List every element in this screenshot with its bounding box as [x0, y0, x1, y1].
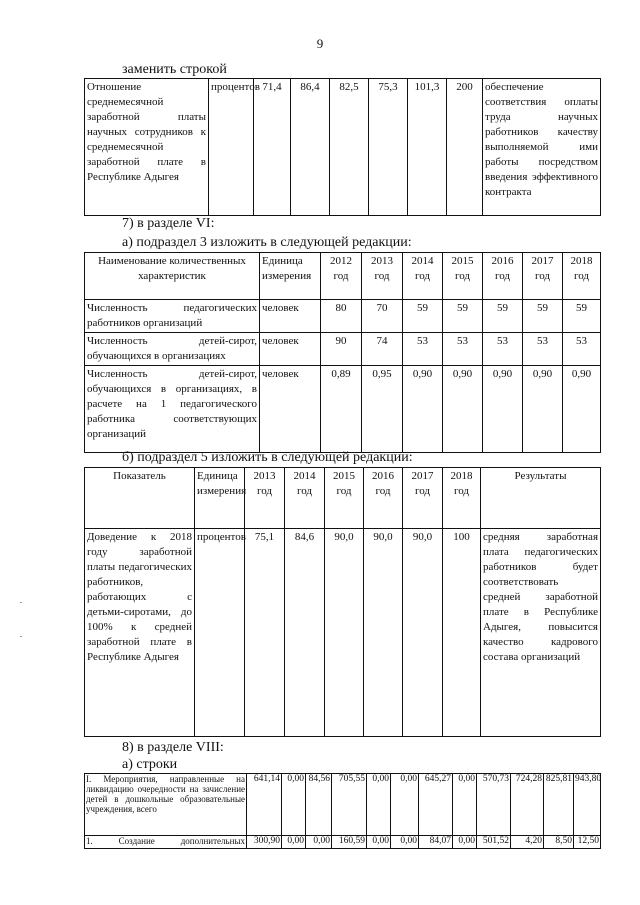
row-label: I. Мероприятия, направленные на ликвидацию очередности на зачисление детей в дошкольные образовательные учреждения, всего: [85, 774, 247, 836]
value-cell: 825,81: [544, 774, 574, 836]
value-cell: 0,00: [367, 774, 391, 836]
value-cell: 0,00: [367, 836, 391, 849]
rows-a-line: а) строки: [122, 757, 178, 772]
column-header: 2018 год: [563, 253, 601, 300]
column-header: 2012 год: [321, 253, 362, 300]
value-cell: 0,00: [453, 836, 477, 849]
column-header: 2016 год: [364, 468, 403, 529]
value-cell: 641,14: [247, 774, 282, 836]
value-cell: 0,00: [453, 774, 477, 836]
value-cell: 84,56: [306, 774, 332, 836]
value-cell: 570,73: [477, 774, 511, 836]
column-header: 2014 год: [403, 253, 443, 300]
value-cell: 0,90: [483, 366, 523, 453]
replace-row-line: заменить строкой: [122, 62, 227, 77]
value-cell: 75,3: [369, 79, 408, 216]
column-header: 2015 год: [443, 253, 483, 300]
value-cell: 75,1: [245, 529, 285, 737]
column-header: 2018 год: [443, 468, 481, 529]
column-header: 2016 год: [483, 253, 523, 300]
table-orphans-teachers-salary: [84, 467, 601, 737]
column-header: 2015 год: [325, 468, 364, 529]
value-cell: 4,20: [511, 836, 544, 849]
row-label: Численность педагогических работников организаций: [85, 300, 260, 333]
indicator-label: Отношение среднемесячной заработной платы научных сотрудников к среднемесячной заработной плате в Республике Адыгея: [85, 79, 209, 216]
value-cell: 84,07: [419, 836, 453, 849]
row-label: Численность детей-сирот, обучающихся в организациях, в расчете на 1 педагогического работника соответствующих организаций: [85, 366, 260, 453]
value-cell: 0,90: [403, 366, 443, 453]
value-cell: 53: [563, 333, 601, 366]
subsection5-line: б) подраздел 5 изложить в следующей редакции:: [122, 450, 413, 465]
value-cell: 53: [403, 333, 443, 366]
value-cell: 0,00: [391, 836, 419, 849]
value-cell: 8,50: [544, 836, 574, 849]
value-cell: 200: [447, 79, 483, 216]
value-cell: 0,90: [443, 366, 483, 453]
value-cell: 0,00: [306, 836, 332, 849]
value-cell: 300,90: [247, 836, 282, 849]
column-header: 2013 год: [245, 468, 285, 529]
value-cell: 501,52: [477, 836, 511, 849]
value-cell: 0,00: [282, 774, 306, 836]
table-header-row: [85, 253, 601, 300]
value-cell: 100: [443, 529, 481, 737]
value-cell: 59: [523, 300, 563, 333]
value-cell: 90,0: [325, 529, 364, 737]
value-cell: 0,95: [362, 366, 403, 453]
value-cell: 53: [523, 333, 563, 366]
table-pedagogical-staff: [84, 252, 601, 453]
row-label: Численность детей-сирот, обучающихся в организациях: [85, 333, 260, 366]
scan-artifact: [20, 636, 22, 637]
column-header: 2017 год: [523, 253, 563, 300]
table-row: [85, 333, 601, 366]
value-cell: 84,6: [285, 529, 325, 737]
unit-cell: процентов: [209, 79, 254, 216]
column-header: Показатель: [85, 468, 195, 529]
value-cell: 53: [443, 333, 483, 366]
subsection3-line: а) подраздел 3 изложить в следующей редакции:: [122, 235, 412, 250]
scan-artifact: [20, 602, 22, 603]
result-cell: средняя заработная плата педагогических работников будет соответствовать средней заработной плате в Республике Адыгея, повысится качество кадрового состава организаций: [481, 529, 601, 737]
column-header: 2013 год: [362, 253, 403, 300]
table-row: [85, 836, 601, 849]
table-row: [85, 366, 601, 453]
table-preschool-measures: [84, 773, 601, 849]
value-cell: 59: [563, 300, 601, 333]
column-header: Наименование количественных характеристик: [85, 253, 260, 300]
unit-cell: процентов: [195, 529, 245, 737]
result-cell: обеспечение соответствия оплаты труда научных работников качеству выполняемой ими работы посредством введения эффективного контракта: [483, 79, 601, 216]
value-cell: 53: [483, 333, 523, 366]
table-scientists-salary: [84, 78, 601, 216]
value-cell: 645,27: [419, 774, 453, 836]
value-cell: 80: [321, 300, 362, 333]
section6-line: 7) в разделе VI:: [122, 216, 215, 231]
value-cell: 86,4: [291, 79, 330, 216]
value-cell: 101,3: [408, 79, 447, 216]
unit-cell: человек: [260, 333, 321, 366]
section8-line: 8) в разделе VIII:: [122, 740, 224, 755]
column-header: 2017 год: [403, 468, 443, 529]
page-number: 9: [316, 36, 324, 51]
value-cell: 0,90: [523, 366, 563, 453]
value-cell: 70: [362, 300, 403, 333]
table-header-row: [85, 468, 601, 529]
value-cell: 0,00: [282, 836, 306, 849]
indicator-label: Доведение к 2018 году заработной платы педагогических работников, работающих с детьми-сиротами, до 100% к средней заработной плате в Республике Адыгея: [85, 529, 195, 737]
value-cell: 71,4: [254, 79, 291, 216]
value-cell: 0,89: [321, 366, 362, 453]
value-cell: 90,0: [364, 529, 403, 737]
value-cell: 705,55: [332, 774, 367, 836]
value-cell: 90,0: [403, 529, 443, 737]
value-cell: 82,5: [330, 79, 369, 216]
value-cell: 90: [321, 333, 362, 366]
value-cell: 0,00: [391, 774, 419, 836]
column-header: Единица измерения: [195, 468, 245, 529]
value-cell: 74: [362, 333, 403, 366]
value-cell: 0,90: [563, 366, 601, 453]
table-row: [85, 300, 601, 333]
value-cell: 12,50: [574, 836, 601, 849]
unit-cell: человек: [260, 300, 321, 333]
table-row: [85, 529, 601, 737]
column-header: 2014 год: [285, 468, 325, 529]
row-label: 1. Создание дополнительных: [85, 836, 247, 849]
value-cell: 160,59: [332, 836, 367, 849]
value-cell: 724,28: [511, 774, 544, 836]
column-header: Единица измерения: [260, 253, 321, 300]
value-cell: 59: [483, 300, 523, 333]
unit-cell: человек: [260, 366, 321, 453]
value-cell: 59: [403, 300, 443, 333]
value-cell: 943,80: [574, 774, 601, 836]
column-header: Результаты: [481, 468, 601, 529]
table-row: [85, 774, 601, 836]
value-cell: 59: [443, 300, 483, 333]
table-row: [85, 79, 601, 216]
